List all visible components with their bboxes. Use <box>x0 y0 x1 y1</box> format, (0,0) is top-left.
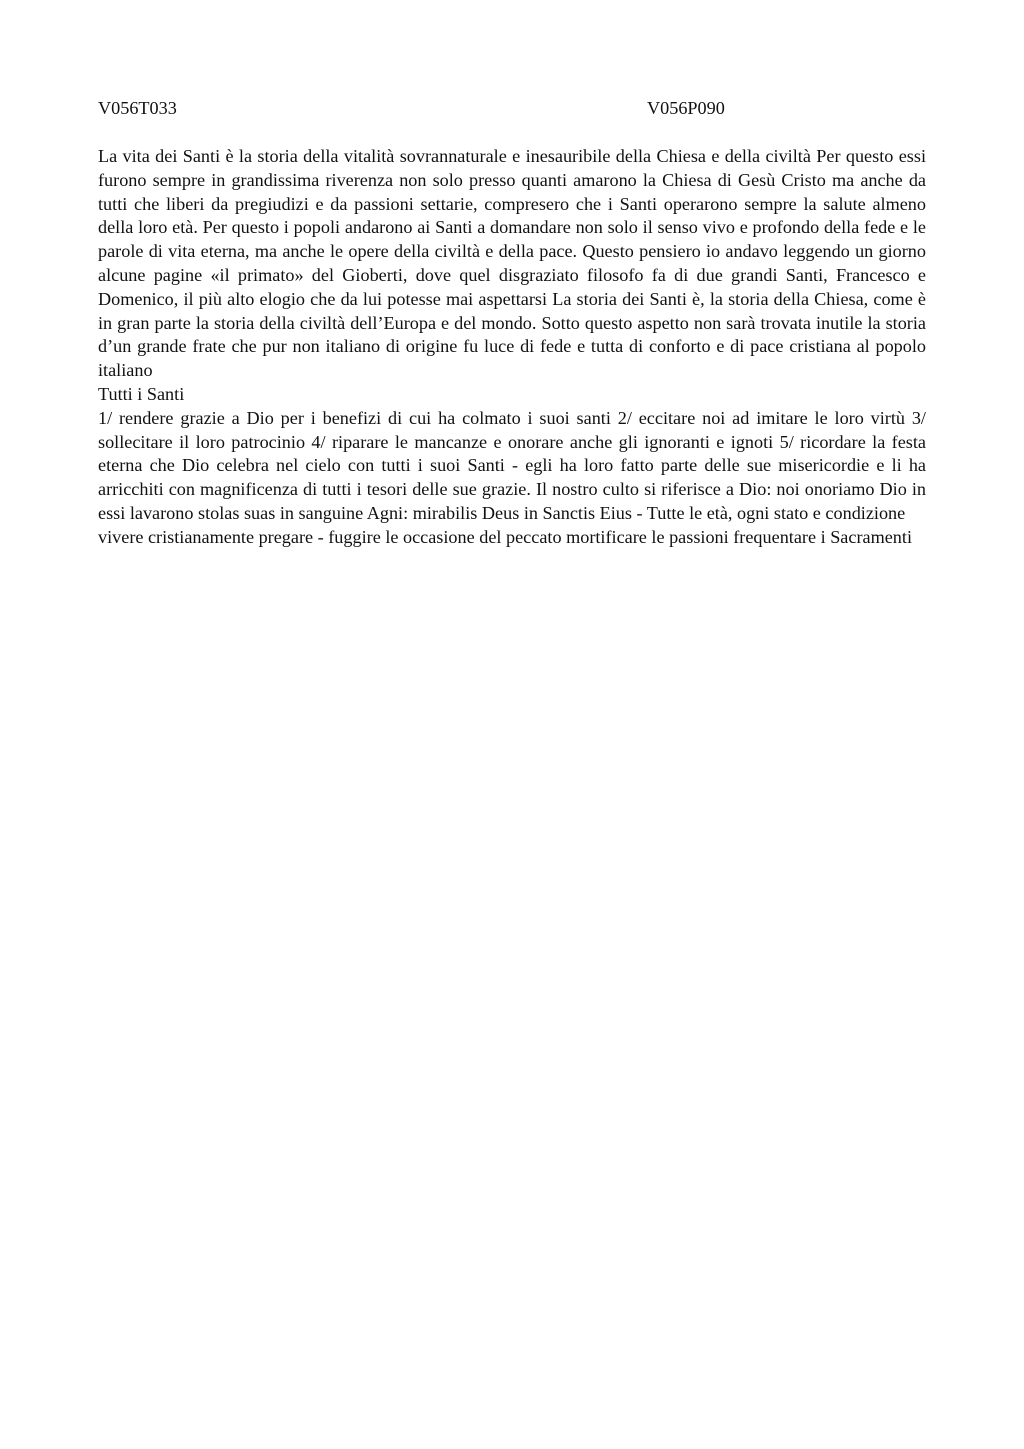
body-paragraph-christian-living: vivere cristianamente pregare - fuggire le occasione del peccato mortificare le passioni frequentare i Sacramenti <box>98 526 912 547</box>
document-code-left: V056T033 <box>98 98 177 118</box>
document-code-right: V056P090 <box>647 98 725 118</box>
document-body <box>98 145 926 550</box>
body-heading-all-saints: Tutti i Santi <box>98 383 185 404</box>
body-paragraph-feast-purposes: 1/ rendere grazie a Dio per i benefizi di cui ha colmato i suoi santi 2/ eccitare noi ad imitare le loro virtù 3/ sollecitare il loro patrocinio 4/ riparare le mancanze e onorare anche gli ignoranti e ignoti 5/ ricordare la festa eterna che Dio celebra nel cielo con tutti i suoi Santi - egli ha loro fatto parte delle sue misericordie e li ha arricchiti con magnificenza di tutti i tesori delle sue grazie. Il nostro culto si riferisce a Dio: noi onoriamo Dio in essi lavarono stolas suas in sanguine Agni: mirabilis Deus in Sanctis Eius - Tutte le età, ogni stato e condizione <box>98 407 926 523</box>
body-paragraph-saints-history: La vita dei Santi è la storia della vitalità sovrannaturale e inesauribile della Chiesa e della civiltà Per questo essi furono sempre in grandissima riverenza non solo presso quanti amarono la Chiesa di Gesù Cristo ma anche da tutti che liberi da pregiudizi e da passioni settarie, compresero che i Santi operarono sempre la salute almeno della loro età. Per questo i popoli andarono ai Santi a domandare non solo il senso vivo e profondo della fede e le parole di vita eterna, ma anche le opere della civiltà e della pace. Questo pensiero io andavo leggendo un giorno alcune pagine «il primato» del Gioberti, dove quel disgraziato filosofo fa di due grandi Santi, Francesco e Domenico, il più alto elogio che da lui potesse mai aspettarsi La storia dei Santi è, la storia della Chiesa, come è in gran parte la storia della civiltà dell’Europa e del mondo. Sotto questo aspetto non sarà trovata inutile la storia d’un grande frate che pur non italiano di origine fu luce di fede e tutta di conforto e di pace cristiana al popolo italiano <box>98 146 926 381</box>
